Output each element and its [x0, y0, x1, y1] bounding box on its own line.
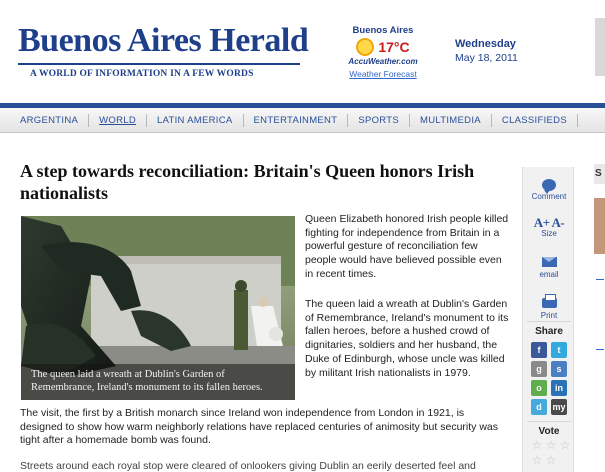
- main-nav: [0, 108, 605, 133]
- article-paragraph-4: Streets around each royal stop were cleared of onlookers giving Dublin an eerily deserted feel and: [20, 460, 476, 472]
- star-icon[interactable]: ☆: [545, 438, 557, 452]
- date-day: Wednesday: [455, 38, 516, 50]
- email-label: email: [539, 270, 559, 279]
- header-date: [455, 38, 518, 64]
- vote-stars: [531, 439, 571, 467]
- site-header: [0, 0, 605, 108]
- article-headline: A step towards reconciliation: Britain's Queen honors Irish nationalists: [20, 161, 475, 203]
- email-button[interactable]: [523, 257, 575, 279]
- share-heading: Share: [535, 326, 563, 337]
- tools-divider-2: [527, 421, 571, 422]
- weather-provider[interactable]: AccuWeather.com: [348, 57, 418, 66]
- star-icon[interactable]: ☆: [531, 438, 543, 452]
- photo-caption: The queen laid a wreath at Dublin's Garden of Remembrance, Ireland's monument to its fallen heroes.: [21, 364, 295, 400]
- text-size-icon: A+ A-: [533, 215, 565, 230]
- star-icon[interactable]: ☆: [531, 453, 543, 467]
- right-column: [594, 160, 605, 472]
- date-full: May 18, 2011: [455, 52, 518, 64]
- vote-heading: Vote: [538, 426, 560, 437]
- weather-forecast-link[interactable]: Weather Forecast: [349, 69, 417, 79]
- nav-item-world[interactable]: WORLD: [89, 114, 147, 127]
- header-right-strip: [595, 18, 605, 76]
- weather-widget: [343, 25, 423, 79]
- comment-button[interactable]: [523, 179, 575, 201]
- print-icon: [542, 298, 557, 308]
- print-button[interactable]: [523, 293, 575, 320]
- share-icon-4[interactable]: s: [551, 361, 567, 377]
- share-icons: [531, 342, 567, 415]
- right-column-thumbnail[interactable]: [594, 198, 605, 254]
- facebook-icon[interactable]: f: [531, 342, 547, 358]
- site-logo[interactable]: Buenos Aires Herald: [18, 22, 309, 59]
- share-icon-3[interactable]: g: [531, 361, 547, 377]
- article-tools: [522, 167, 574, 472]
- linkedin-icon[interactable]: in: [551, 380, 567, 396]
- email-icon: [542, 257, 557, 267]
- article-paragraph-2: The queen laid a wreath at Dublin's Garden of Remembrance, Ireland's monument to its fallen heroes, before a hushed crowd of dignitaries, soldiers and her husband, the Duke of Edinburgh, whose uncle was killed by militant Irish nationalists in 1979.: [305, 298, 509, 379]
- comment-icon: [542, 179, 556, 191]
- print-label: Print: [540, 311, 558, 320]
- logo-rule: [18, 63, 300, 65]
- text-size-label: Size: [541, 229, 557, 238]
- star-icon[interactable]: ☆: [545, 453, 557, 467]
- myspace-icon[interactable]: my: [551, 399, 567, 415]
- nav-item-entertainment[interactable]: ENTERTAINMENT: [244, 114, 349, 127]
- nav-item-argentina[interactable]: ARGENTINA: [10, 114, 89, 127]
- tools-divider: [527, 321, 571, 322]
- nav-item-latin-america[interactable]: LATIN AMERICA: [147, 114, 244, 127]
- text-size-button[interactable]: [523, 215, 575, 238]
- site-tagline: A WORLD OF INFORMATION IN A FEW WORDS: [30, 69, 254, 79]
- right-column-tab[interactable]: S: [594, 164, 605, 184]
- article-photo[interactable]: [21, 216, 295, 400]
- twitter-icon[interactable]: t: [551, 342, 567, 358]
- comment-label: Comment: [531, 192, 567, 201]
- star-icon[interactable]: ☆: [559, 438, 571, 452]
- article-paragraph-3: The visit, the first by a British monarch since Ireland won independence from London in 1921, is designed to show how warm neighborly relations have replaced centuries of animosity but security was tight after a homemade bomb was found.: [20, 407, 498, 447]
- share-icon-5[interactable]: o: [531, 380, 547, 396]
- weather-city[interactable]: Buenos Aires: [352, 25, 414, 36]
- right-column-link[interactable]: [596, 342, 604, 350]
- weather-temperature: 17°C: [378, 39, 410, 55]
- right-column-link[interactable]: [596, 272, 604, 280]
- article-paragraph-1: Queen Elizabeth honored Irish people killed fighting for independence from Britain in a powerful gesture of reconciliation few people would have believed possible even in recent times.: [305, 213, 509, 280]
- nav-item-multimedia[interactable]: MULTIMEDIA: [410, 114, 492, 127]
- nav-item-sports[interactable]: SPORTS: [348, 114, 410, 127]
- nav-item-classifieds[interactable]: CLASSIFIEDS: [492, 114, 578, 127]
- delicious-icon[interactable]: d: [531, 399, 547, 415]
- sun-icon: [356, 38, 374, 56]
